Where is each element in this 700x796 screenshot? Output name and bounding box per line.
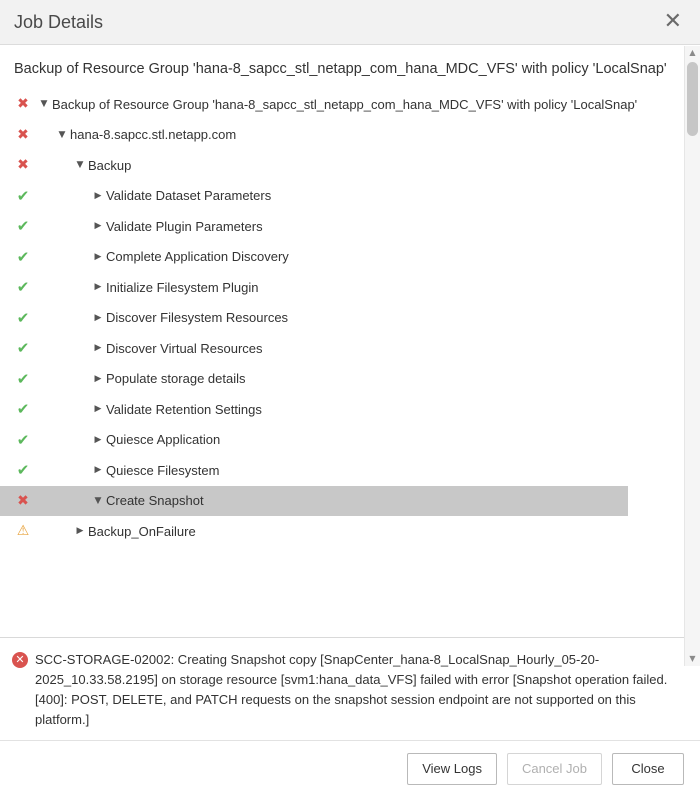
tree-node-label: Discover Filesystem Resources [106, 310, 289, 326]
status-success-icon: ✔ [16, 461, 30, 480]
tree-node-label: Quiesce Filesystem [106, 462, 220, 478]
dialog-footer [0, 740, 700, 796]
caret-closed-icon[interactable]: ▶ [94, 282, 102, 293]
status-success-icon: ✔ [16, 308, 30, 327]
caret-closed-icon[interactable]: ▶ [94, 343, 102, 354]
close-button[interactable]: Close [612, 753, 684, 785]
tree-row[interactable] [0, 394, 700, 425]
caret-open-icon[interactable]: ▼ [40, 99, 48, 110]
caret-open-icon[interactable]: ▼ [94, 495, 102, 506]
status-warning-icon: ⚠ [16, 523, 30, 540]
tree-node-label: Validate Dataset Parameters [106, 188, 272, 204]
status-success-icon: ✔ [16, 247, 30, 266]
tree-node-label: Backup_OnFailure [88, 523, 196, 539]
scroll-up-arrow-icon[interactable]: ▲ [689, 48, 696, 57]
tree-node-label: Complete Application Discovery [106, 249, 289, 265]
status-error-icon: ✖ [17, 96, 29, 113]
status-success-icon: ✔ [16, 369, 30, 388]
tree-row[interactable] [0, 303, 700, 334]
job-task-tree [0, 87, 700, 637]
error-message-panel [0, 637, 700, 740]
job-header-text: Backup of Resource Group 'hana-8_sapcc_stl_netapp_com_hana_MDC_VFS' with policy 'LocalSnap' [14, 61, 667, 77]
tree-row[interactable] [0, 89, 700, 120]
tree-node-label: Create Snapshot [106, 493, 204, 509]
status-success-icon: ✔ [16, 186, 30, 205]
tree-row[interactable] [0, 333, 700, 364]
tree-row-selected[interactable] [0, 486, 628, 517]
caret-closed-icon[interactable]: ▶ [94, 251, 102, 262]
scrollbar-thumb[interactable] [687, 62, 698, 136]
tree-node-label: Initialize Filesystem Plugin [106, 279, 259, 295]
tree-row[interactable] [0, 272, 700, 303]
tree-node-label: Validate Plugin Parameters [106, 218, 263, 234]
close-icon[interactable]: ✕ [663, 9, 682, 34]
vertical-scrollbar[interactable] [684, 46, 700, 666]
tree-node-label: Backup of Resource Group 'hana-8_sapcc_stl_netapp_com_hana_MDC_VFS' with policy 'LocalSnap' [52, 96, 638, 112]
status-error-icon: ✖ [17, 126, 29, 143]
tree-node-label: Quiesce Application [106, 432, 221, 448]
tree-row[interactable] [0, 150, 700, 181]
caret-closed-icon[interactable]: ▶ [94, 312, 102, 323]
caret-closed-icon[interactable]: ▶ [94, 434, 102, 445]
caret-closed-icon[interactable]: ▶ [94, 404, 102, 415]
caret-closed-icon[interactable]: ▶ [94, 221, 102, 232]
view-logs-button[interactable]: View Logs [407, 753, 497, 785]
tree-row[interactable] [0, 242, 700, 273]
status-success-icon: ✔ [16, 217, 30, 236]
caret-closed-icon[interactable]: ▶ [94, 190, 102, 201]
status-success-icon: ✔ [16, 339, 30, 358]
tree-row[interactable] [0, 120, 700, 151]
caret-open-icon[interactable]: ▼ [76, 160, 84, 171]
dialog-title: Job Details [14, 11, 104, 32]
error-circle-icon: ✕ [12, 652, 28, 668]
tree-row[interactable] [0, 364, 700, 395]
scroll-down-arrow-icon[interactable]: ▼ [689, 654, 696, 663]
dialog-titlebar [0, 0, 700, 45]
status-error-icon: ✖ [17, 157, 29, 174]
tree-row[interactable] [0, 425, 700, 456]
tree-row[interactable] [0, 181, 700, 212]
caret-closed-icon[interactable]: ▶ [94, 465, 102, 476]
status-error-icon: ✖ [17, 492, 29, 509]
status-success-icon: ✔ [16, 430, 30, 449]
tree-node-label: hana-8.sapcc.stl.netapp.com [70, 127, 237, 143]
tree-node-label: Populate storage details [106, 371, 246, 387]
caret-open-icon[interactable]: ▼ [58, 129, 66, 140]
status-success-icon: ✔ [16, 400, 30, 419]
cancel-job-button: Cancel Job [507, 753, 602, 785]
error-message-text: SCC-STORAGE-02002: Creating Snapshot copy [SnapCenter_hana-8_LocalSnap_Hourly_05-20-2025_10.33.58.2195] on storage resource [svm1:hana_data_VFS] failed with error [Snapshot operation failed. [400]: POST, DELETE, and PATCH requests on the snapshot session endpoint are not supported on this platform.] [35, 652, 668, 727]
caret-closed-icon[interactable]: ▶ [94, 373, 102, 384]
tree-node-label: Backup [88, 157, 132, 173]
status-success-icon: ✔ [16, 278, 30, 297]
tree-row[interactable] [0, 455, 700, 486]
tree-row[interactable] [0, 211, 700, 242]
caret-closed-icon[interactable]: ▶ [76, 526, 84, 537]
tree-node-label: Discover Virtual Resources [106, 340, 263, 356]
tree-row[interactable] [0, 516, 700, 547]
tree-node-label: Validate Retention Settings [106, 401, 262, 417]
